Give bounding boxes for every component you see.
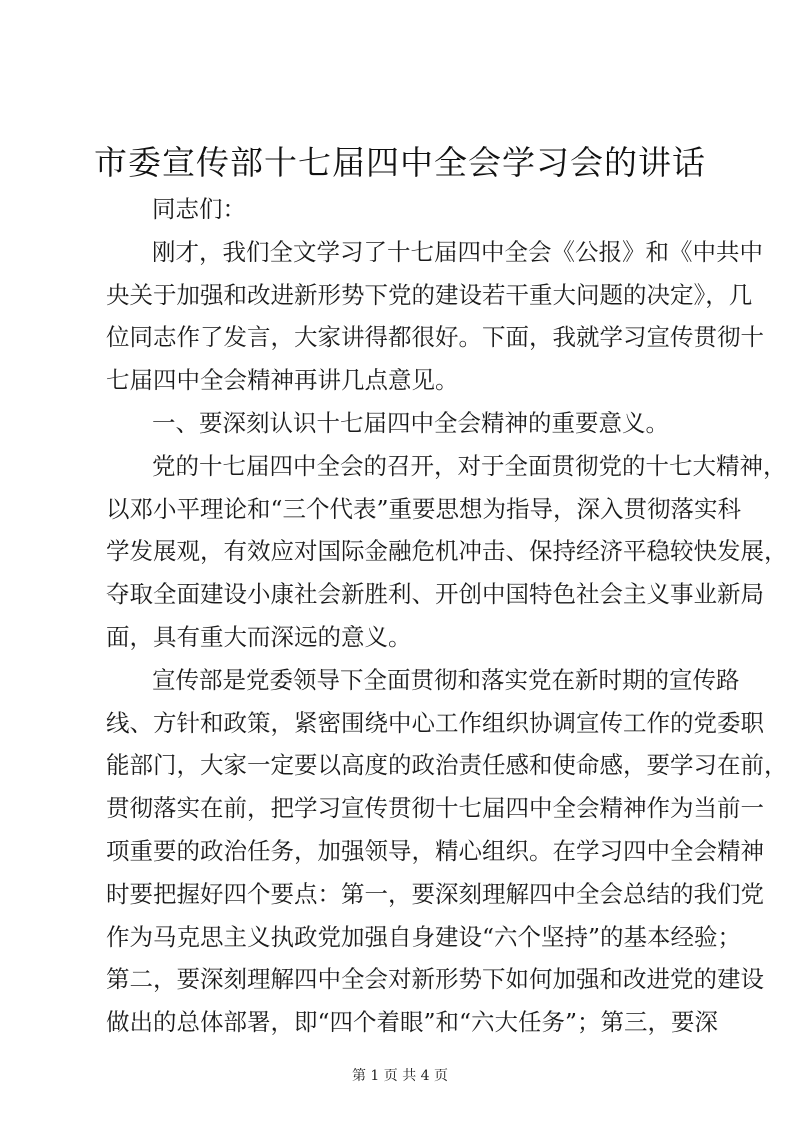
paragraph-line: 党的十七届四中全会的召开，对于全面贯彻党的十七大精神， [152,451,787,480]
section-heading: 一、要深刻认识十七届四中全会精神的重要意义。 [152,408,669,437]
paragraph-line: 做出的总体部署，即“四个着眼”和“六大任务”；第三，要深 [106,1008,719,1037]
paragraph-line: 夺取全面建设小康社会新胜利、开创中国特色社会主义事业新局 [106,580,764,609]
paragraph-line: 位同志作了发言，大家讲得都很好。下面，我就学习宣传贯彻十 [106,323,764,352]
paragraph-line: 七届四中全会精神再讲几点意见。 [106,366,459,395]
paragraph-line: 时要把握好四个要点：第一，要深刻理解四中全会总结的我们党 [106,879,764,908]
paragraph-line: 线、方针和政策，紧密围绕中心工作组织协调宣传工作的党委职 [106,708,764,737]
paragraph-line: 能部门，大家一定要以高度的政治责任感和使命感，要学习在前， [106,751,788,780]
document-title: 市委宣传部十七届四中全会学习会的讲话 [94,143,706,182]
paragraph-line: 以邓小平理论和“三个代表”重要思想为指导，深入贯彻落实科 [106,494,742,523]
paragraph-line: 贯彻落实在前，把学习宣传贯彻十七届四中全会精神作为当前一 [106,794,764,823]
page-number-footer: 第 1 页 共 4 页 [351,1068,449,1084]
paragraph-line: 项重要的政治任务，加强领导，精心组织。在学习四中全会精神 [106,836,764,865]
paragraph-line: 央关于加强和改进新形势下党的建设若干重大问题的决定》，几 [106,280,753,309]
paragraph-line: 第二，要深刻理解四中全会对新形势下如何加强和改进党的建设 [106,965,764,994]
document-body [106,188,788,1044]
paragraph-line: 学发展观，有效应对国际金融危机冲击、保持经济平稳较快发展， [106,537,788,566]
paragraph-line: 面，具有重大而深远的意义。 [106,622,412,651]
paragraph-line: 刚才，我们全文学习了十七届四中全会《公报》和《中共中 [152,237,763,266]
paragraph-line: 宣传部是党委领导下全面贯彻和落实党在新时期的宣传路 [152,665,740,694]
salutation-line: 同志们： [152,195,246,223]
paragraph-line: 作为马克思主义执政党加强自身建设“六个坚持”的基本经验； [106,922,742,951]
